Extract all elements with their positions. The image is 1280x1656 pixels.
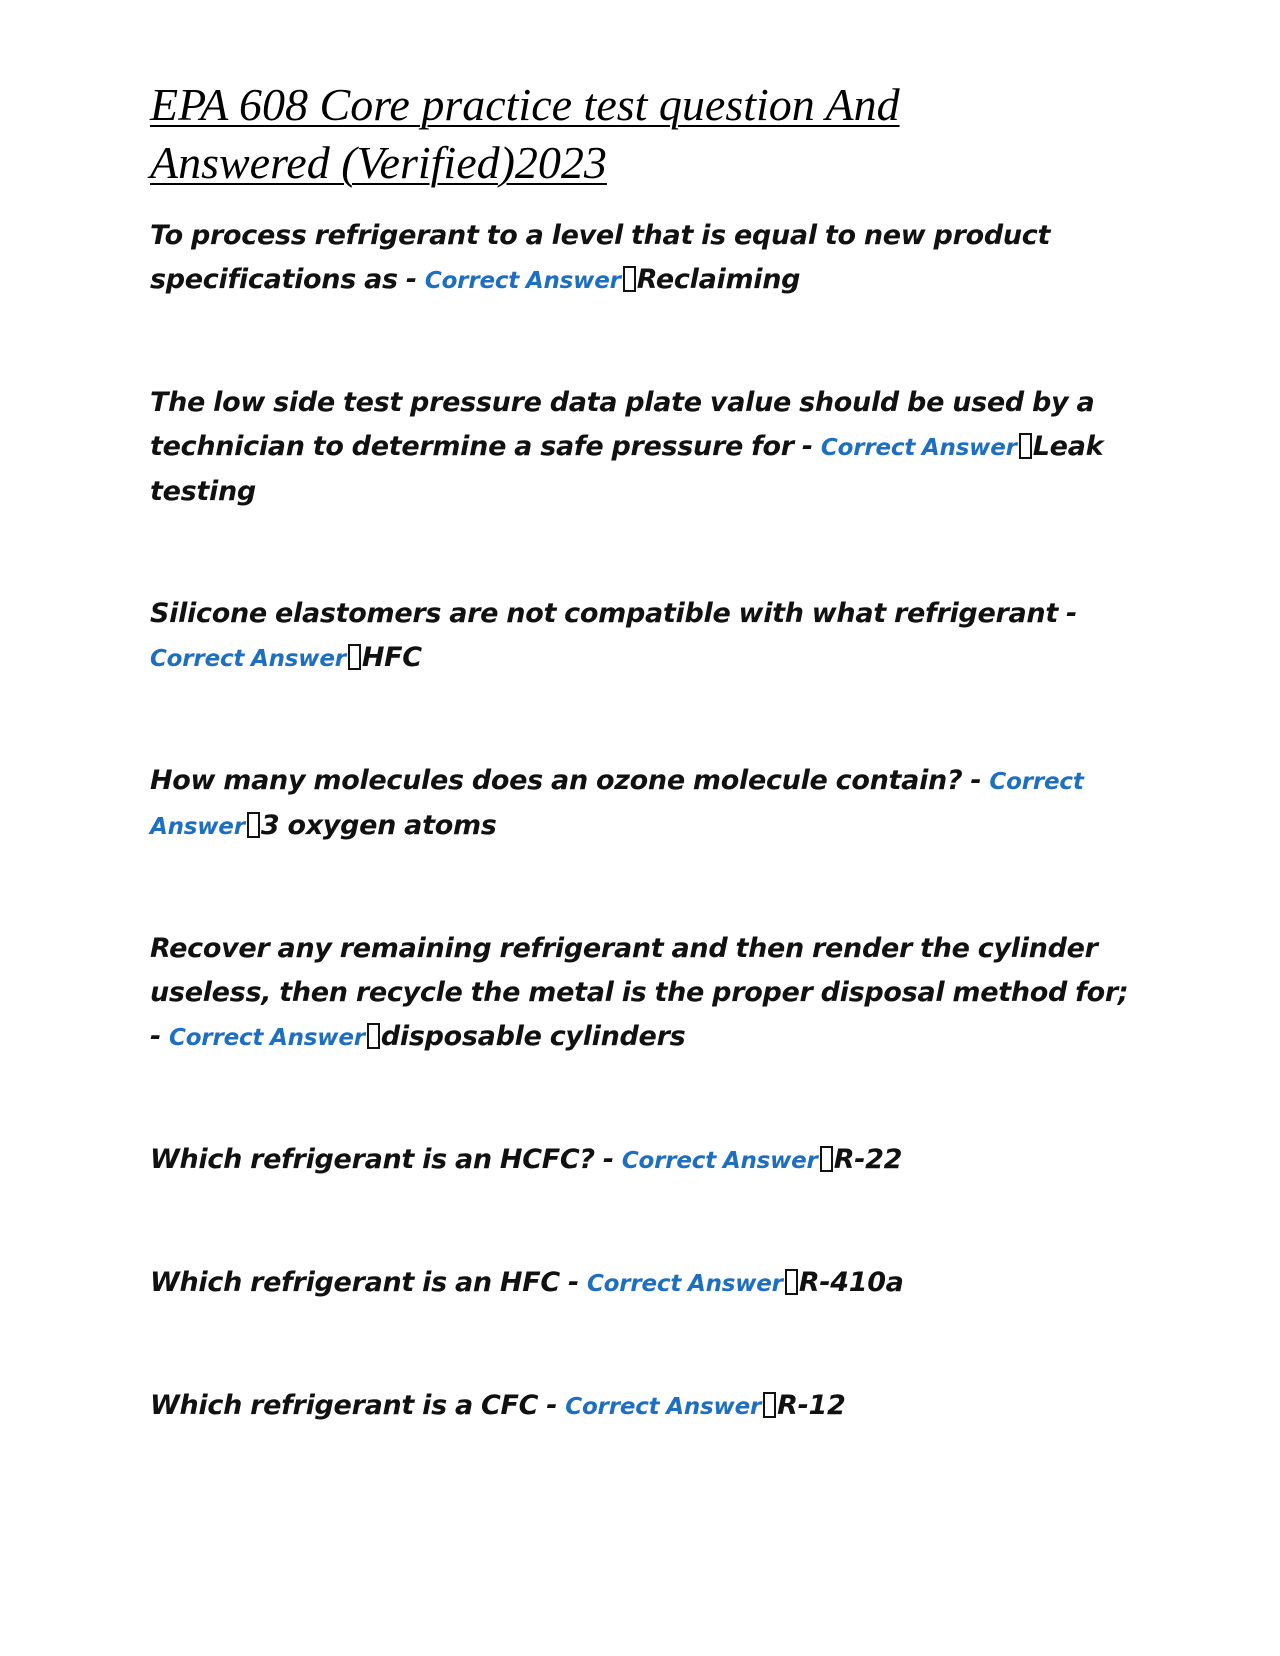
answer-text: R-22 xyxy=(833,1144,903,1175)
separator: - xyxy=(397,264,425,295)
missing-glyph-box-icon xyxy=(785,1269,798,1295)
question-text: Which refrigerant is an HFC xyxy=(150,1267,560,1298)
missing-glyph-box-icon xyxy=(348,644,361,670)
answer-text: Reclaiming xyxy=(636,264,801,295)
correct-answer-label: Correct Answer xyxy=(169,1025,365,1051)
answer-text: disposable cylinders xyxy=(380,1021,686,1052)
answer-text: R-12 xyxy=(777,1390,846,1421)
document-page xyxy=(150,76,1130,1429)
missing-glyph-box-icon xyxy=(247,812,260,838)
answer-text: Leak testing xyxy=(150,431,1104,507)
correct-answer-label: Correct Answer xyxy=(565,1394,762,1420)
qa-item xyxy=(150,927,1130,1060)
separator: - xyxy=(559,1267,587,1298)
qa-item xyxy=(150,1261,1130,1306)
correct-answer-label: Correct Answer xyxy=(820,435,1017,461)
missing-glyph-box-icon xyxy=(367,1023,380,1049)
question-text: The low side test pressure data plate value should be used by a technician to determine a safe pressure for xyxy=(150,387,1095,462)
answer-text: 3 oxygen atoms xyxy=(260,810,497,841)
separator: - xyxy=(594,1144,622,1175)
qa-item xyxy=(150,1384,1130,1429)
separator: - xyxy=(1057,598,1077,629)
question-text: How many molecules does an ozone molecule contain? xyxy=(150,765,963,796)
question-text: To process refrigerant to a level that is equal to new product specifications as xyxy=(150,220,1051,295)
document-title: EPA 608 Core practice test question And Answered (Verified)2023 xyxy=(150,79,900,188)
qa-item xyxy=(150,1138,1130,1183)
correct-answer-label: Correct Answer xyxy=(150,769,1084,840)
separator: - xyxy=(962,765,990,796)
question-text: Which refrigerant is a CFC xyxy=(150,1390,539,1421)
separator: - xyxy=(793,431,821,462)
qa-item xyxy=(150,381,1130,514)
missing-glyph-box-icon xyxy=(623,266,636,292)
separator: - xyxy=(150,1021,170,1052)
correct-answer-label: Correct Answer xyxy=(586,1271,783,1297)
question-text: Which refrigerant is an HCFC? xyxy=(150,1144,595,1175)
missing-glyph-box-icon xyxy=(820,1146,833,1172)
qa-item xyxy=(150,592,1130,681)
answer-text: R-410a xyxy=(798,1267,904,1298)
missing-glyph-box-icon xyxy=(1019,433,1032,459)
correct-answer-label: Correct Answer xyxy=(621,1148,818,1174)
qa-list xyxy=(150,214,1130,1429)
question-text: Recover any remaining refrigerant and then render the cylinder useless, then recycle the metal is the proper disposal method for; xyxy=(150,933,1129,1008)
correct-answer-label: Correct Answer xyxy=(150,646,346,672)
separator: - xyxy=(538,1390,566,1421)
question-text: Silicone elastomers are not compatible with what refrigerant xyxy=(150,598,1058,629)
qa-item xyxy=(150,759,1130,849)
missing-glyph-box-icon xyxy=(763,1392,776,1418)
correct-answer-label: Correct Answer xyxy=(424,268,621,294)
answer-text: HFC xyxy=(361,642,422,673)
qa-item xyxy=(150,214,1130,303)
